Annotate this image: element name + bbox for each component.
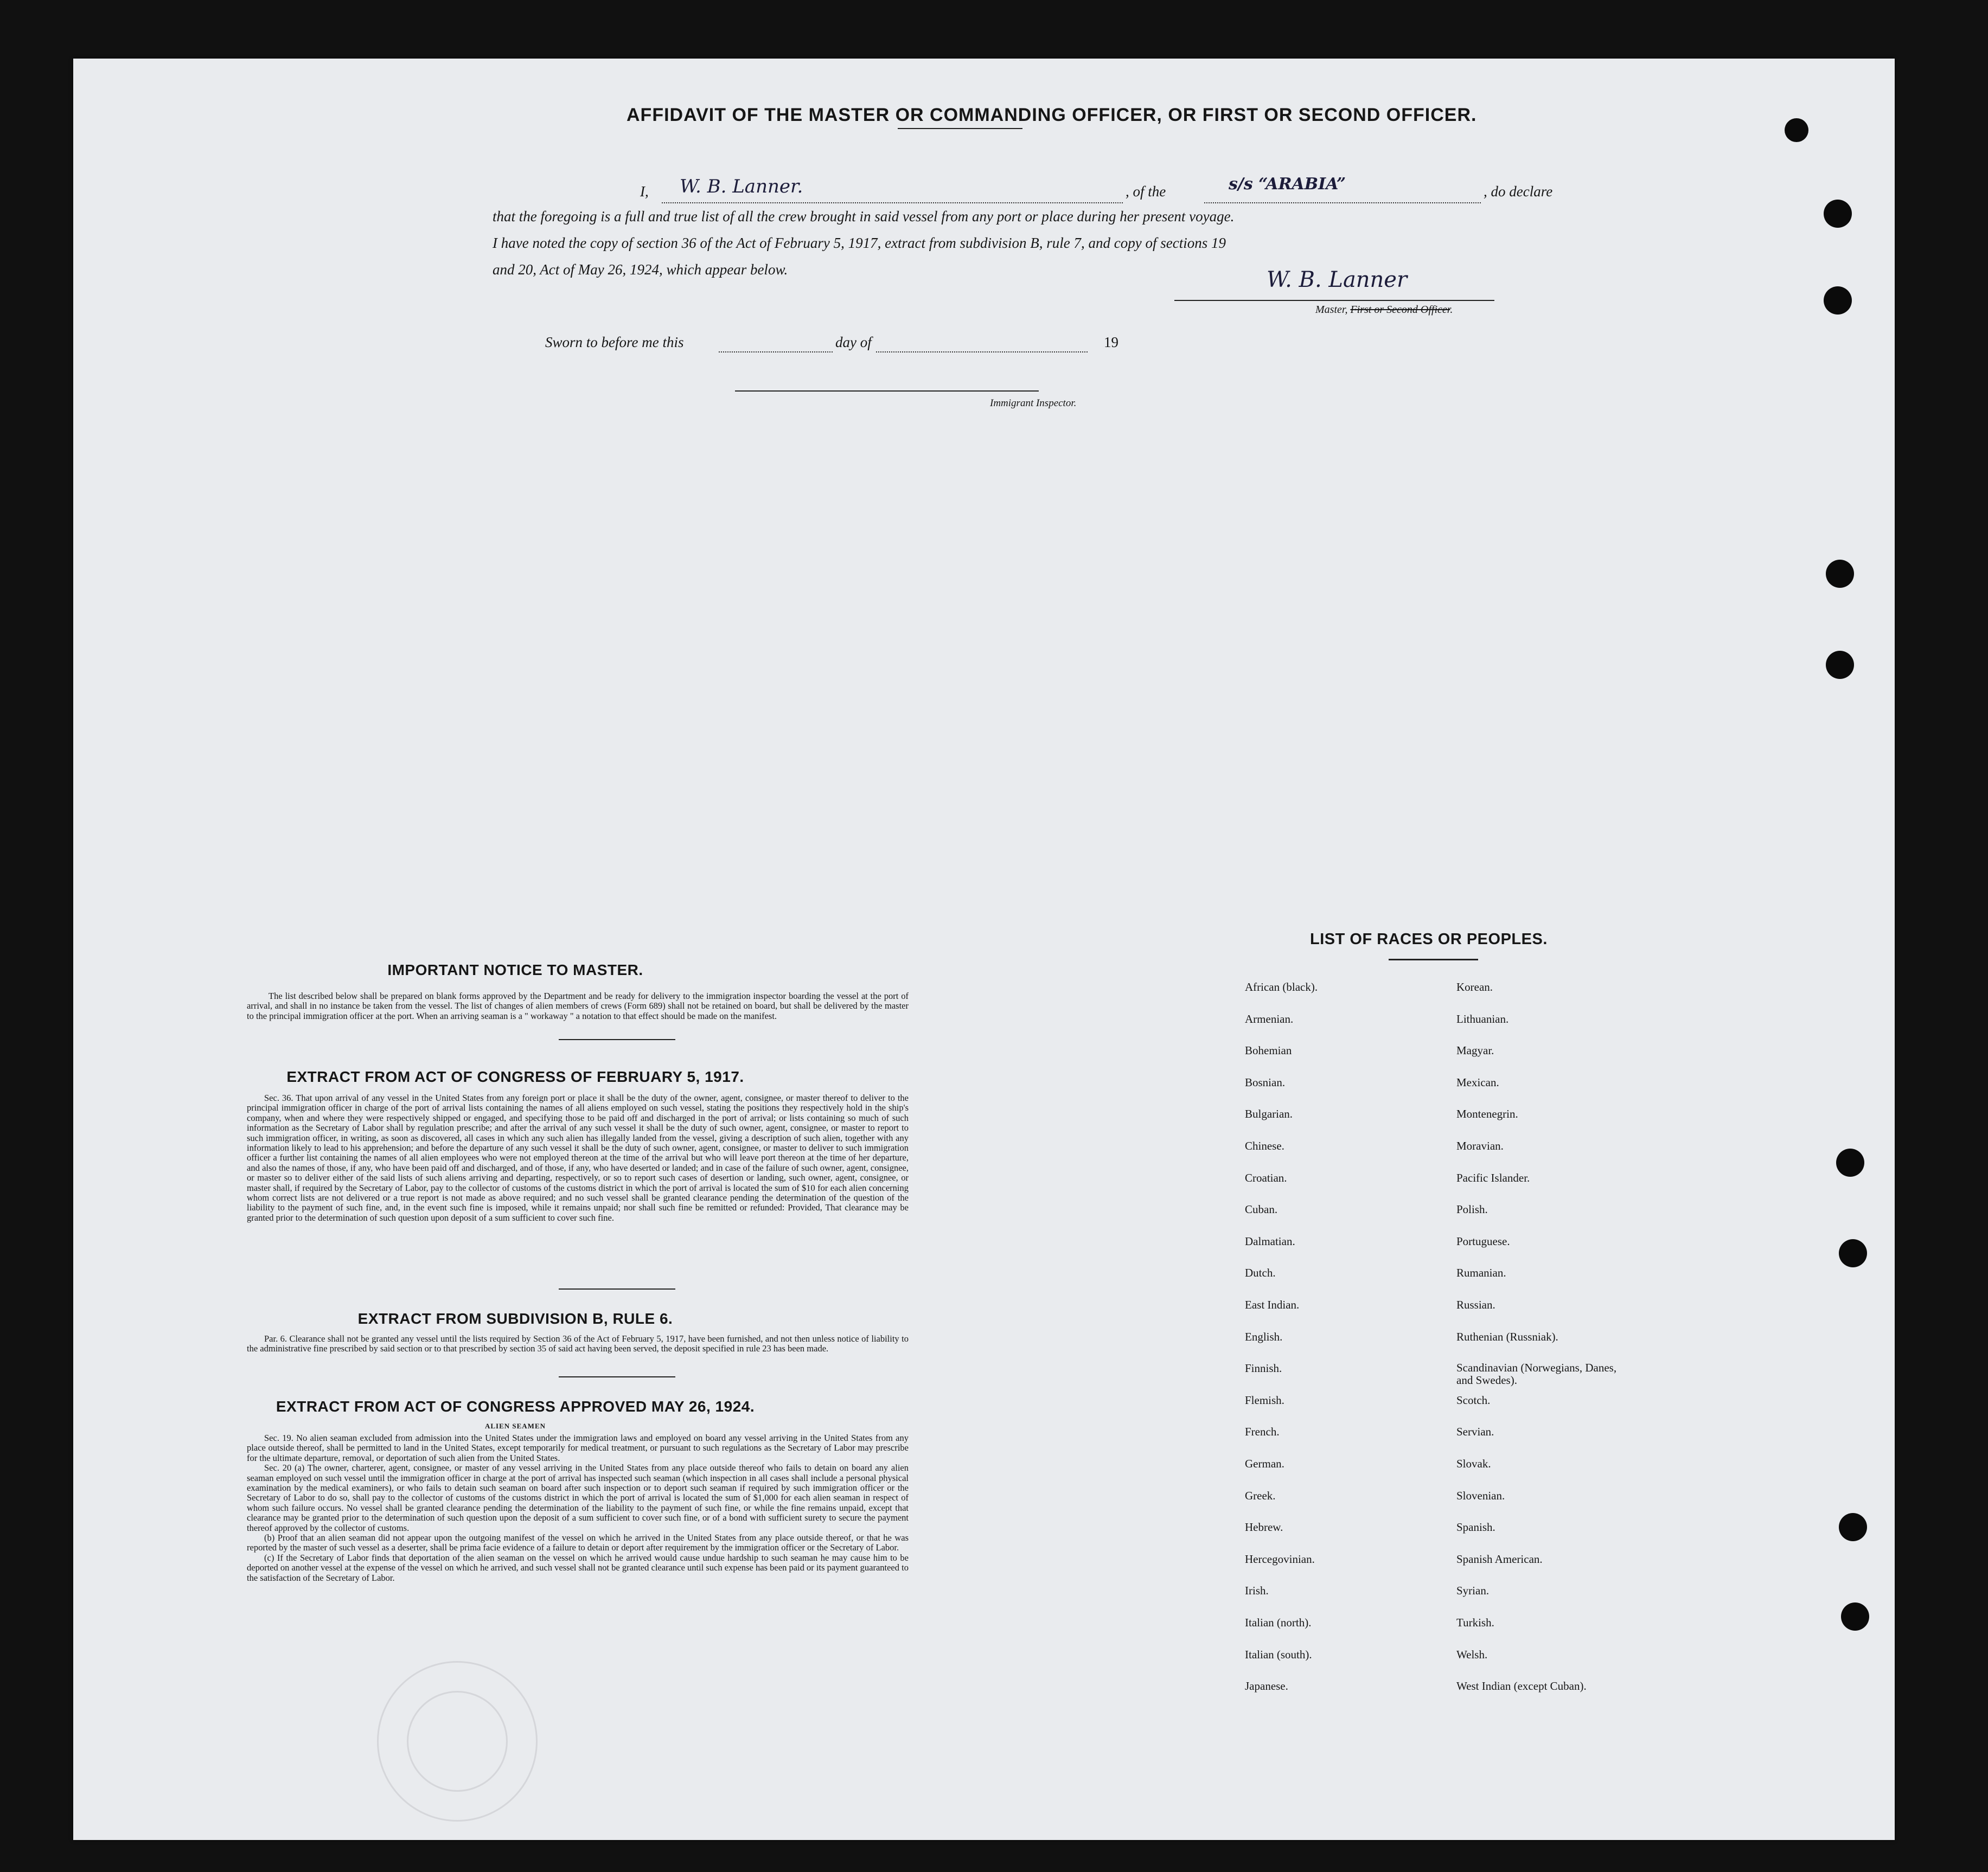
- race-item: Turkish.: [1456, 1616, 1494, 1629]
- race-item: Italian (south).: [1245, 1647, 1312, 1661]
- year-prefix: 19: [1104, 334, 1118, 350]
- race-item: English.: [1245, 1330, 1283, 1343]
- extract-rule6-title: EXTRACT FROM SUBDIVISION B, RULE 6.: [357, 1310, 673, 1327]
- race-item: Greek.: [1245, 1489, 1276, 1502]
- signature-line: [1174, 300, 1494, 301]
- race-item: Syrian.: [1456, 1584, 1490, 1598]
- sworn-day-blank: [719, 351, 833, 352]
- race-item: French.: [1245, 1425, 1280, 1439]
- race-item: Scandinavian (Norwegians, Danes, and Swedes).: [1456, 1361, 1617, 1387]
- race-item: Spanish American.: [1456, 1552, 1543, 1566]
- race-item: Rumanian.: [1456, 1266, 1506, 1280]
- sec-20c-text: (c) If the Secretary of Labor finds that deportation of the alien seaman on the vessel on which he arrived would cause undue hardship to such seaman he may cause him to be deported on another vessel at the expense of the vessel on which he arrived, and such vessel shall not be granted clearance until such expense has been paid or its payment guaranteed to the satisfaction of the Secretary of Labor.: [247, 1552, 909, 1583]
- punch-hole: [1824, 200, 1852, 228]
- race-item: Montenegrin.: [1456, 1107, 1518, 1121]
- races-title-underline: [1389, 959, 1478, 960]
- race-item: Servian.: [1456, 1425, 1494, 1439]
- master-name-handwritten: W. B. Lanner.: [680, 176, 803, 197]
- struck-officer-text: First or Second Officer: [1350, 304, 1450, 316]
- of-the-label: , of the: [1126, 183, 1166, 200]
- extract-1924-body: [247, 1433, 909, 1583]
- race-item: Bohemian: [1245, 1044, 1292, 1057]
- sworn-month-blank: [876, 351, 1088, 352]
- sec-20b-text: (b) Proof that an alien seaman did not appear upon the outgoing manifest of the vessel on which he arrived in the United States from any place outside thereof, or that he was reported by the master of such vessel as a deserter, shall be prima facie evidence of a failure to detain or deport after requirement by the immigration officer or the Secretary of Labor.: [247, 1533, 909, 1553]
- punch-hole: [1824, 286, 1852, 315]
- sec-20a-text: Sec. 20 (a) The owner, charterer, agent, consignee, or master of any vessel arriving in the United States from any place outside thereof who fails to detain on board any alien seaman employed on such vessel until the immigration officer in charge at the port of arrival has inspected such seaman (which inspection in all cases shall include a personal physical examination by the medical examiners), or who fails to detain such seaman on board after such inspection or to deport such seaman if required by such immigration officer or the Secretary of Labor to do so, shall pay to the collector of customs of the customs district in which the port of arrival is located the sum of $1,000 for each alien seaman in respect of whom such failure occurs. No vessel shall be granted clearance pending the determination of the liability to the payment of such fine, or while the fine remains unpaid, except that clearance may be granted prior to the determination of such question upon the deposit of a sum sufficient to cover such fine, or of a bond with sufficient surety to secure the payment thereof approved by the collector of customs.: [247, 1463, 909, 1533]
- race-item: African (black).: [1245, 980, 1318, 993]
- race-item: Slovenian.: [1456, 1489, 1505, 1502]
- signature-caption: Master, First or Second Officer.: [1315, 304, 1453, 316]
- day-of-label: day of: [835, 334, 872, 350]
- race-item: Korean.: [1456, 980, 1493, 993]
- race-item: Bosnian.: [1245, 1075, 1286, 1089]
- inspector-signature-line: [735, 390, 1039, 392]
- divider-3: [559, 1376, 675, 1377]
- sec-19-text: Sec. 19. No alien seaman excluded from admission into the United States under the immigration laws and employed on board any vessel arriving in the United States from any place outside thereof, shall be permitted to land in the United States, except temporarily for medical treatment, or pursuant to such regulations as the Secretary of Labor may prescribe for the ultimate departure, removal, or deportation of such alien from the United States.: [247, 1433, 909, 1463]
- extract-1917-body: Sec. 36. That upon arrival of any vessel in the United States from any foreign port or place it shall be the duty of the owner, agent, consignee, or master thereof to deliver to the principal immigration officer in charge of the port of arrival lists containing the names of all aliens employed on such vessel, stating the positions they respectively hold in the ship's company, when and where they were respectively shipped or engaged, and specifying those to be paid off and discharged in the port of arrival; or lists containing so much of such information as the Secretary of Labor shall by regulation prescribe; and after the arrival of any such vessel it shall be the duty of such owner, agent, consignee, or master to report to such immigration officer, in writing, as soon as discovered, all cases in which any such alien has illegally landed from the vessel, giving a description of such alien, together with any information likely to lead to his apprehension; and before the departure of any such vessel it shall be the duty of such owner, agent, consignee, or master to deliver to such immigration officer a further list containing the names of all alien employees who were not employed thereon at the time of the arrival but who will leave port thereon at the time of her departure, and also the names of those, if any, who have been paid off and discharged, and of those, if any, who have deserted or landed; and in case of the failure of such owner, agent, consignee, or master so to deliver either of the said lists of such aliens arriving and departing, respectively, or so to report such cases of desertion or landing, such owner, agent, consignee, or master shall, if required by the Secretary of Labor, pay to the collector of customs of the customs district in which the port of arrival is located the sum of $10 for each alien concerning whom correct lists are not delivered or a true report is not made as above required; and no such vessel shall be granted clearance pending the determination of the question of the liability to the payment of such fine, and, in the event such fine is imposed, while it remains unpaid; nor shall such fine be remitted or refunded: Provided, That clearance may be granted prior to the determination of such question upon deposit of a sum sufficient to cover such fine.: [247, 1093, 909, 1223]
- declaration-line-4: and 20, Act of May 26, 1924, which appear below.: [493, 261, 788, 278]
- race-item: Finnish.: [1245, 1362, 1282, 1375]
- extract-rule6-body: Par. 6. Clearance shall not be granted any vessel until the lists required by Section 36 of the Act of February 5, 1917, have been furnished, and not then unless notice of liability to the administrative fine prescribed by said section or to that prescribed by section 35 of said act having been served, the deposit specified in rule 23 has been made.: [247, 1334, 909, 1354]
- punch-hole: [1836, 1149, 1864, 1177]
- race-item: Lithuanian.: [1456, 1012, 1509, 1025]
- race-item: Mexican.: [1456, 1075, 1499, 1089]
- race-item: Cuban.: [1245, 1203, 1278, 1216]
- race-item: Dutch.: [1245, 1266, 1276, 1280]
- race-item: Dalmatian.: [1245, 1234, 1295, 1248]
- master-signature: W. B. Lanner: [1267, 267, 1408, 292]
- alien-seamen-subtitle: ALIEN SEAMEN: [484, 1422, 546, 1430]
- divider-2: [559, 1288, 675, 1290]
- race-item: East Indian.: [1245, 1298, 1300, 1311]
- race-item: Moravian.: [1456, 1139, 1504, 1152]
- punch-hole: [1841, 1602, 1869, 1631]
- document-page: [73, 59, 1895, 1840]
- punch-hole: [1839, 1513, 1867, 1541]
- race-item: Welsh.: [1456, 1647, 1488, 1661]
- race-item: Japanese.: [1245, 1679, 1288, 1693]
- extract-1917-title: EXTRACT FROM ACT OF CONGRESS OF FEBRUARY 5, 1917.: [286, 1068, 744, 1085]
- name-blank-line: [662, 202, 1123, 203]
- race-item: Hebrew.: [1245, 1521, 1283, 1534]
- race-item: Spanish.: [1456, 1521, 1495, 1534]
- vessel-name-handwritten: s/s “ARABIA”: [1229, 175, 1346, 194]
- do-declare-label: , do declare: [1484, 183, 1553, 200]
- race-item: Pacific Islander.: [1456, 1171, 1530, 1184]
- sworn-label: Sworn to before me this: [545, 334, 684, 350]
- punch-hole: [1839, 1239, 1867, 1267]
- race-item: Ruthenian (Russniak).: [1456, 1330, 1558, 1343]
- race-item: Slovak.: [1456, 1457, 1491, 1470]
- notice-body: The list described below shall be prepared on blank forms approved by the Department and be ready for delivery to the immigration inspector boarding the vessel at the port of arrival, and shall in no instance be taken from the vessel. The list of changes of alien members of crews (Form 689) shall not be retained on board, but shall be delivered by the master to the principal immigration officer at the port. When an arriving seaman is a " workaway " a notation to that effect should be made on the manifest.: [247, 991, 909, 1021]
- punch-hole: [1826, 560, 1854, 588]
- declaration-line-1: [640, 179, 649, 204]
- embossed-seal-inner: [407, 1691, 508, 1792]
- declaration-line-3: I have noted the copy of section 36 of the Act of February 5, 1917, extract from subdivision B, rule 7, and copy of sections 19: [493, 235, 1226, 251]
- heading-underline-commanding: [898, 128, 1022, 129]
- punch-hole: [1826, 651, 1854, 679]
- race-item: Bulgarian.: [1245, 1107, 1293, 1121]
- race-item: Scotch.: [1456, 1393, 1491, 1407]
- race-item: Polish.: [1456, 1203, 1488, 1216]
- race-item: Chinese.: [1245, 1139, 1284, 1152]
- races-title: LIST OF RACES OR PEOPLES.: [1310, 931, 1548, 948]
- race-item: German.: [1245, 1457, 1284, 1470]
- vessel-blank-line: [1204, 202, 1481, 203]
- race-item: Italian (north).: [1245, 1616, 1312, 1629]
- divider-1: [559, 1039, 675, 1040]
- race-item: Armenian.: [1245, 1012, 1294, 1025]
- race-item: Flemish.: [1245, 1393, 1284, 1407]
- race-item: Magyar.: [1456, 1044, 1494, 1057]
- notice-title: IMPORTANT NOTICE TO MASTER.: [387, 961, 643, 978]
- i-label: I,: [640, 183, 649, 200]
- race-item: Portuguese.: [1456, 1234, 1510, 1248]
- race-item: Irish.: [1245, 1584, 1269, 1598]
- race-item: Hercegovinian.: [1245, 1552, 1315, 1566]
- race-item: Russian.: [1456, 1298, 1495, 1311]
- inspector-caption: Immigrant Inspector.: [990, 398, 1077, 409]
- declaration-line-2: that the foregoing is a full and true list of all the crew brought in said vessel from any port or place during her present voyage.: [493, 208, 1235, 225]
- extract-1924-title: EXTRACT FROM ACT OF CONGRESS APPROVED MAY 26, 1924.: [276, 1398, 755, 1415]
- affidavit-heading: AFFIDAVIT OF THE MASTER OR COMMANDING OFFICER, OR FIRST OR SECOND OFFICER.: [627, 105, 1477, 125]
- race-item: West Indian (except Cuban).: [1456, 1679, 1587, 1693]
- race-item: Croatian.: [1245, 1171, 1287, 1184]
- punch-hole: [1785, 118, 1808, 142]
